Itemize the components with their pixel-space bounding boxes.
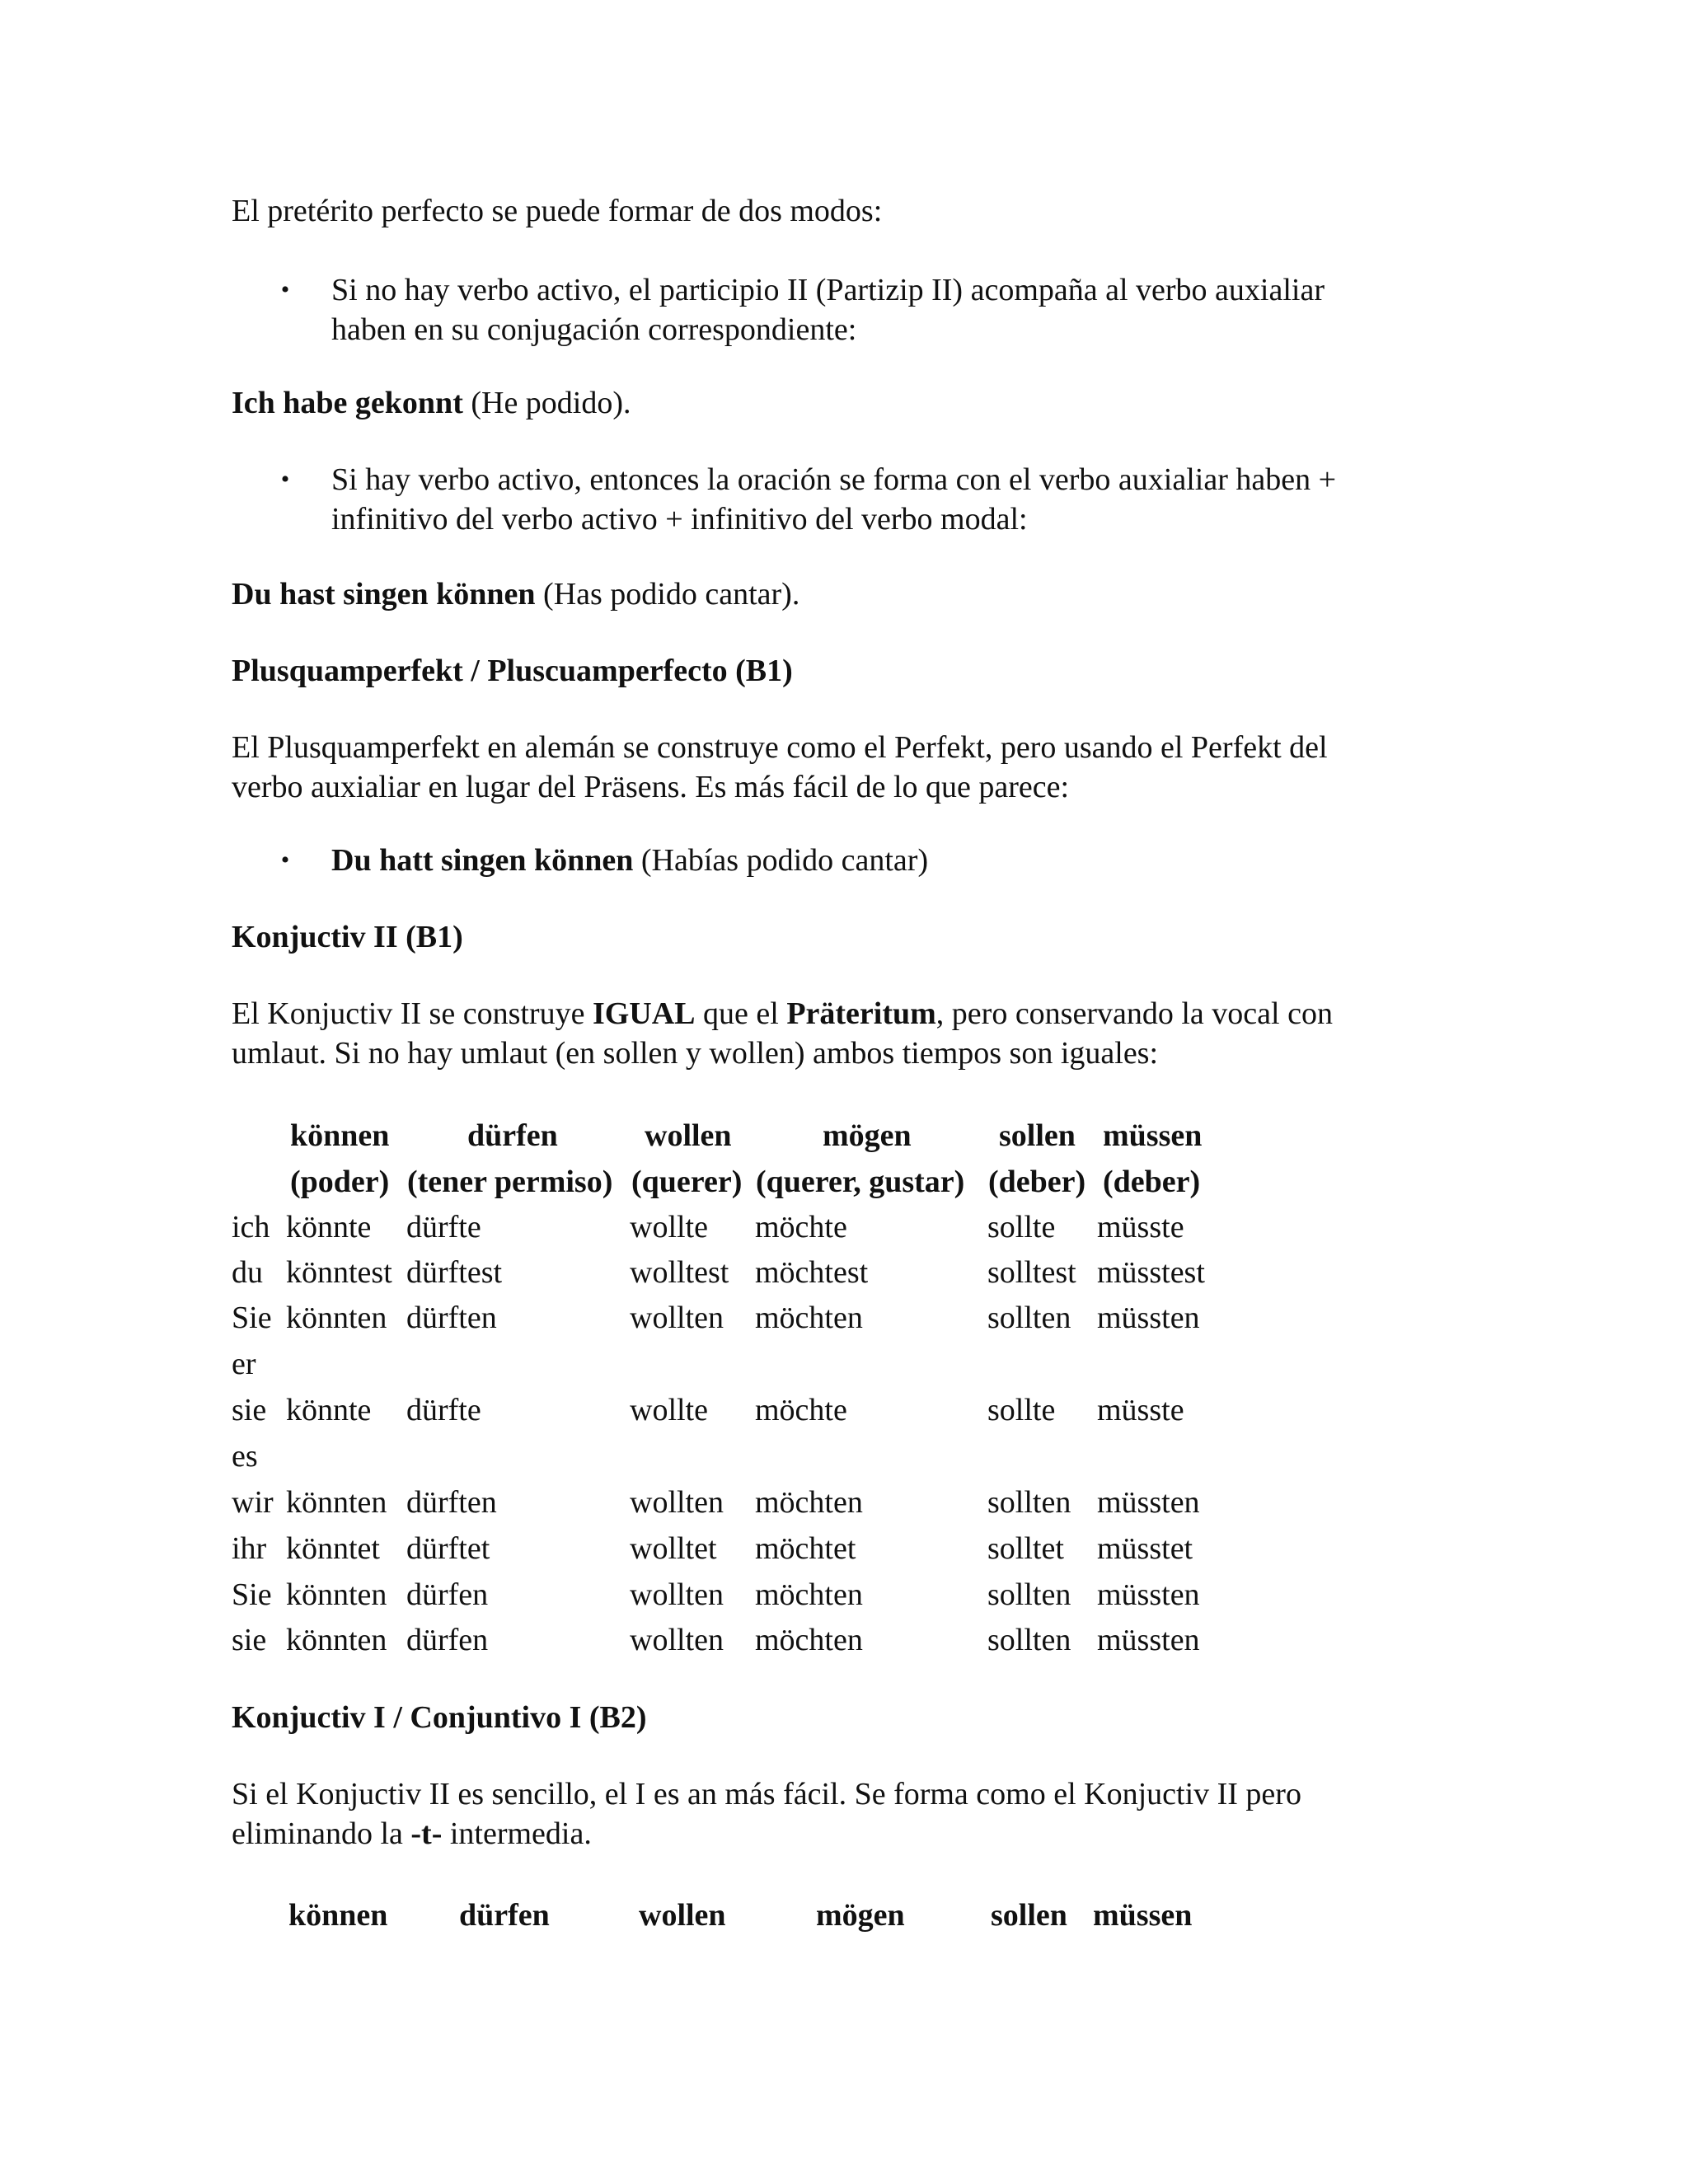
example-2	[232, 574, 1435, 614]
table-cell: müssten	[1097, 1301, 1200, 1335]
table2-header-verb: mögen	[816, 1898, 905, 1933]
table-row	[0, 1295, 1688, 1341]
konj2-part3: , pero conservando la vocal con	[935, 996, 1333, 1031]
table-cell: wolltet	[630, 1531, 717, 1566]
konj2-part2: que el	[695, 996, 787, 1031]
bullet1-line2: haben en su conjugación correspondiente:	[331, 312, 857, 347]
table1-verb-header-row	[0, 1113, 1688, 1159]
table1-header-meaning: (poder)	[290, 1165, 390, 1199]
table2-header-verb: können	[288, 1898, 388, 1933]
example2-rest: (Has podido cantar).	[535, 577, 800, 612]
table-cell: könnte	[286, 1210, 372, 1244]
bullet-text-3	[331, 841, 1436, 880]
bullet-dot-icon: •	[280, 846, 290, 874]
table-pronoun: es	[232, 1439, 258, 1474]
table1-header-verb: sollen	[999, 1118, 1076, 1153]
bullet3-bold: Du hatt singen können	[331, 843, 634, 878]
table-cell: möchte	[755, 1393, 847, 1427]
table-cell: könntest	[286, 1255, 392, 1290]
konj1-part2b: intermedia.	[442, 1816, 592, 1851]
table-cell: dürftet	[406, 1531, 490, 1566]
table-row	[0, 1341, 1688, 1387]
table-cell: könnten	[286, 1623, 387, 1657]
table-cell: sollten	[987, 1577, 1071, 1612]
konj2-line2: umlaut. Si no hay umlaut (en sollen y wollen) ambos tiempos son iguales:	[232, 1036, 1159, 1071]
table-cell: möchtet	[755, 1531, 856, 1566]
table-pronoun: sie	[232, 1623, 267, 1657]
table-row	[0, 1433, 1688, 1479]
konj2-part1: El Konjuctiv II se construye	[232, 996, 593, 1031]
table-cell: möchte	[755, 1210, 847, 1244]
table-row	[0, 1479, 1688, 1526]
konj1-paragraph	[232, 1774, 1435, 1854]
bullet2-line2: infinitivo del verbo activo + infinitivo del verbo modal:	[331, 502, 1028, 537]
bullet-dot-icon: •	[280, 276, 290, 303]
table-row	[0, 1526, 1688, 1572]
konj2-line1	[232, 994, 1435, 1033]
table-pronoun: sie	[232, 1393, 267, 1427]
konj1-line1: Si el Konjuctiv II es sencillo, el I es an más fácil. Se forma como el Konjuctiv II pero	[232, 1777, 1301, 1811]
heading-konj1-text: Konjuctiv I / Conjuntivo I (B2)	[232, 1700, 647, 1735]
konj1-bold-t: -t-	[410, 1816, 443, 1851]
table-cell: wollte	[630, 1210, 708, 1244]
table2-header-verb: sollen	[991, 1898, 1067, 1933]
table-cell: könnte	[286, 1393, 372, 1427]
table-cell: müsstet	[1097, 1531, 1193, 1566]
table-pronoun: ich	[232, 1210, 270, 1244]
plusquam-line1: El Plusquamperfekt en alemán se construye como el Perfekt, pero usando el Perfekt del	[232, 730, 1328, 765]
table-cell: sollten	[987, 1623, 1071, 1657]
table-cell: müssten	[1097, 1485, 1200, 1520]
table1-header-meaning: (querer)	[631, 1165, 743, 1199]
table-cell: wollten	[630, 1623, 724, 1657]
table-pronoun: er	[232, 1347, 256, 1381]
table-cell: könnten	[286, 1577, 387, 1612]
bullet-text-1	[331, 270, 1436, 349]
table-cell: möchten	[755, 1577, 863, 1612]
table1-meaning-header-row	[0, 1159, 1688, 1205]
table-cell: müssten	[1097, 1577, 1200, 1612]
table-cell: solltest	[987, 1255, 1076, 1290]
table-cell: wollten	[630, 1485, 724, 1520]
konj2-bold-prateritum: Präteritum	[786, 996, 936, 1031]
table1-header-verb: müssen	[1103, 1118, 1203, 1153]
table-cell: dürften	[406, 1485, 497, 1520]
table-cell: dürfen	[406, 1623, 489, 1657]
bullet2-line1: Si hay verbo activo, entonces la oración se forma con el verbo auxialiar haben +	[331, 462, 1337, 497]
heading-plusquamperfekt	[232, 651, 1435, 691]
example1-bold: Ich habe gekonnt	[232, 386, 463, 420]
table-cell: könntet	[286, 1531, 380, 1566]
table2-header-verb: wollen	[639, 1898, 726, 1933]
table1-header-meaning: (tener permiso)	[407, 1165, 613, 1199]
heading-plusquam-text: Plusquamperfekt / Pluscuamperfecto (B1)	[232, 654, 793, 688]
table-cell: müsstest	[1097, 1255, 1205, 1290]
table2-header-verb: müssen	[1093, 1898, 1193, 1933]
table-cell: sollte	[987, 1393, 1056, 1427]
table-cell: müssten	[1097, 1623, 1200, 1657]
bullet1-line1: Si no hay verbo activo, el participio II (Partizip II) acompaña al verbo auxialiar	[331, 273, 1325, 307]
table-cell: dürfte	[406, 1393, 481, 1427]
table-cell: dürftest	[406, 1255, 503, 1290]
bullet-dot-icon: •	[280, 466, 290, 493]
intro-text	[232, 191, 1435, 231]
heading-konj2-text: Konjuctiv II (B1)	[232, 920, 463, 954]
table-cell: möchtest	[755, 1255, 869, 1290]
table-cell: möchten	[755, 1623, 863, 1657]
table-row	[0, 1387, 1688, 1433]
table-cell: sollten	[987, 1301, 1071, 1335]
table-cell: solltet	[987, 1531, 1064, 1566]
table2-verb-header-row	[0, 1892, 1688, 1938]
table1-header-verb: wollen	[645, 1118, 732, 1153]
table-cell: dürfen	[406, 1577, 489, 1612]
heading-konjunktiv-2	[232, 917, 1435, 957]
plusquam-paragraph	[232, 728, 1435, 807]
table-cell: könnten	[286, 1485, 387, 1520]
table-pronoun: wir	[232, 1485, 274, 1520]
table-cell: dürfte	[406, 1210, 481, 1244]
table-row	[0, 1249, 1688, 1296]
table-pronoun: du	[232, 1255, 263, 1290]
table-cell: möchten	[755, 1301, 863, 1335]
table-cell: wollten	[630, 1577, 724, 1612]
table-cell: könnten	[286, 1301, 387, 1335]
konj2-paragraph	[232, 994, 1435, 1073]
konj1-line2	[232, 1814, 1435, 1854]
table-pronoun: ihr	[232, 1531, 267, 1566]
example2-bold: Du hast singen können	[232, 577, 536, 612]
table1-header-verb: mögen	[823, 1118, 912, 1153]
table-row	[0, 1572, 1688, 1618]
example1-rest: (He podido).	[462, 386, 631, 420]
heading-konjunktiv-1	[232, 1698, 1435, 1737]
table1-header-meaning: (querer, gustar)	[756, 1165, 965, 1199]
table1-header-meaning: (deber)	[1103, 1165, 1201, 1199]
konj1-part2a: eliminando la	[232, 1816, 411, 1851]
table1-header-meaning: (deber)	[988, 1165, 1086, 1199]
table-pronoun: Sie	[232, 1301, 272, 1335]
table1-header-verb: dürfen	[467, 1118, 558, 1153]
table1-header-verb: können	[290, 1118, 390, 1153]
table-cell: wollten	[630, 1301, 724, 1335]
table-cell: dürften	[406, 1301, 497, 1335]
example-1	[232, 383, 1435, 423]
table-cell: möchten	[755, 1485, 863, 1520]
table2-header-verb: dürfen	[459, 1898, 550, 1933]
table-row	[0, 1617, 1688, 1663]
table-pronoun: Sie	[232, 1577, 272, 1612]
bullet-text-2	[331, 460, 1436, 539]
table-cell: müsste	[1097, 1210, 1184, 1244]
plusquam-line2: verbo auxialiar en lugar del Präsens. Es más fácil de lo que parece:	[232, 770, 1070, 804]
table-cell: sollte	[987, 1210, 1056, 1244]
table-cell: wolltest	[630, 1255, 729, 1290]
intro-line: El pretérito perfecto se puede formar de dos modos:	[232, 194, 883, 228]
bullet3-rest: (Habías podido cantar)	[633, 843, 929, 878]
table-cell: sollten	[987, 1485, 1071, 1520]
table-cell: müsste	[1097, 1393, 1184, 1427]
konj2-bold-igual: IGUAL	[592, 996, 696, 1031]
table-cell: wollte	[630, 1393, 708, 1427]
table-row	[0, 1204, 1688, 1250]
